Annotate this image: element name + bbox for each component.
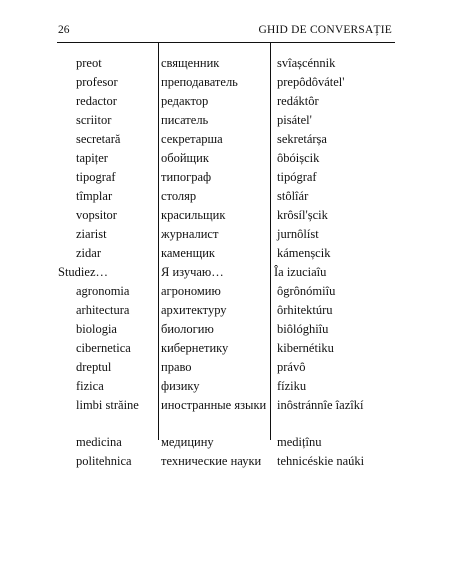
romanian-term: ziarist bbox=[76, 227, 107, 241]
romanian-term: tîmplar bbox=[76, 189, 113, 203]
running-head: GHID DE CONVERSAȚIE bbox=[258, 24, 392, 36]
romanian-term: fizica bbox=[76, 379, 104, 393]
russian-term: столяр bbox=[161, 189, 197, 203]
russian-term: преподаватель bbox=[161, 75, 238, 89]
russian-term: обойщик bbox=[161, 151, 209, 165]
russian-term: агрономию bbox=[161, 284, 221, 298]
table-row bbox=[0, 206, 452, 225]
table-row bbox=[0, 396, 452, 433]
transliteration: tipógraf bbox=[277, 170, 317, 184]
romanian-term: dreptul bbox=[76, 360, 112, 374]
russian-term: иностранные языки bbox=[161, 398, 267, 412]
table-row bbox=[0, 73, 452, 92]
transliteration: kámenșcik bbox=[277, 246, 331, 260]
transliteration-heading: Îa izuciaîu bbox=[274, 265, 327, 279]
table-row bbox=[0, 244, 452, 263]
page-number: 26 bbox=[58, 24, 70, 36]
transliteration: sekretárșa bbox=[277, 132, 327, 146]
table-row bbox=[0, 225, 452, 244]
transliteration: biȏlóghiîu bbox=[277, 322, 329, 336]
table-row bbox=[0, 301, 452, 320]
transliteration: ȏgrȏnómiîu bbox=[277, 284, 336, 298]
table-row bbox=[0, 168, 452, 187]
romanian-term: zidar bbox=[76, 246, 101, 260]
transliteration: krȏsíl'șcik bbox=[277, 208, 328, 222]
transliteration: svîașcénnik bbox=[277, 56, 336, 70]
section-head-row bbox=[0, 263, 452, 282]
russian-term: физику bbox=[161, 379, 200, 393]
table-row bbox=[0, 111, 452, 130]
table-row bbox=[0, 339, 452, 358]
russian-heading: Я изучаю… bbox=[161, 265, 224, 279]
russian-term: секретарша bbox=[161, 132, 223, 146]
russian-term: писатель bbox=[161, 113, 209, 127]
russian-term: священник bbox=[161, 56, 220, 70]
table-row bbox=[0, 358, 452, 377]
table-row bbox=[0, 130, 452, 149]
romanian-term: cibernetica bbox=[76, 341, 131, 355]
russian-term: красильщик bbox=[161, 208, 226, 222]
table-row bbox=[0, 54, 452, 73]
table-row bbox=[0, 92, 452, 111]
russian-term: право bbox=[161, 360, 192, 374]
romanian-term: politehnica bbox=[76, 454, 132, 468]
transliteration: stȏlîár bbox=[277, 189, 309, 203]
transliteration: inȏstránnîe îazîkí bbox=[277, 398, 364, 412]
romanian-term: preot bbox=[76, 56, 102, 70]
transliteration: právȏ bbox=[277, 360, 306, 374]
transliteration: kibernétiku bbox=[277, 341, 334, 355]
table-row bbox=[0, 187, 452, 206]
russian-term: архитектуру bbox=[161, 303, 227, 317]
romanian-term: limbi străine bbox=[76, 398, 139, 412]
russian-term: журналист bbox=[161, 227, 219, 241]
russian-term: редактор bbox=[161, 94, 209, 108]
table-row bbox=[0, 377, 452, 396]
romanian-term: profesor bbox=[76, 75, 118, 89]
table-row bbox=[0, 282, 452, 301]
romanian-heading: Studiez… bbox=[58, 265, 108, 279]
romanian-term: biologia bbox=[76, 322, 117, 336]
romanian-term: redactor bbox=[76, 94, 117, 108]
russian-term: медицину bbox=[161, 435, 214, 449]
transliteration: medițînu bbox=[277, 435, 322, 449]
russian-term: технические науки bbox=[161, 454, 262, 468]
transliteration: pisátel' bbox=[277, 113, 312, 127]
transliteration: redáktȏr bbox=[277, 94, 319, 108]
romanian-term: secretară bbox=[76, 132, 121, 146]
russian-term: кибернетику bbox=[161, 341, 229, 355]
romanian-term: tapițer bbox=[76, 151, 108, 165]
table-row bbox=[0, 320, 452, 339]
romanian-term: arhitectura bbox=[76, 303, 130, 317]
table-row bbox=[0, 433, 452, 452]
phrase-table bbox=[0, 54, 452, 489]
transliteration: jurnȏlíst bbox=[277, 227, 319, 241]
header-rule bbox=[57, 42, 395, 43]
romanian-term: medicina bbox=[76, 435, 122, 449]
transliteration: fíziku bbox=[277, 379, 307, 393]
russian-term: типограф bbox=[161, 170, 212, 184]
romanian-term: vopsitor bbox=[76, 208, 117, 222]
transliteration: prepȏdȏvátel' bbox=[277, 75, 345, 89]
transliteration: ȏbóișcik bbox=[277, 151, 320, 165]
romanian-term: tipograf bbox=[76, 170, 116, 184]
russian-term: каменщик bbox=[161, 246, 215, 260]
russian-term: биологию bbox=[161, 322, 214, 336]
transliteration: ȏrhitektúru bbox=[277, 303, 333, 317]
romanian-term: scriitor bbox=[76, 113, 112, 127]
romanian-term: agronomia bbox=[76, 284, 130, 298]
table-row bbox=[0, 149, 452, 168]
table-row bbox=[0, 452, 452, 489]
transliteration: tehnicéskie naúki bbox=[277, 454, 365, 468]
